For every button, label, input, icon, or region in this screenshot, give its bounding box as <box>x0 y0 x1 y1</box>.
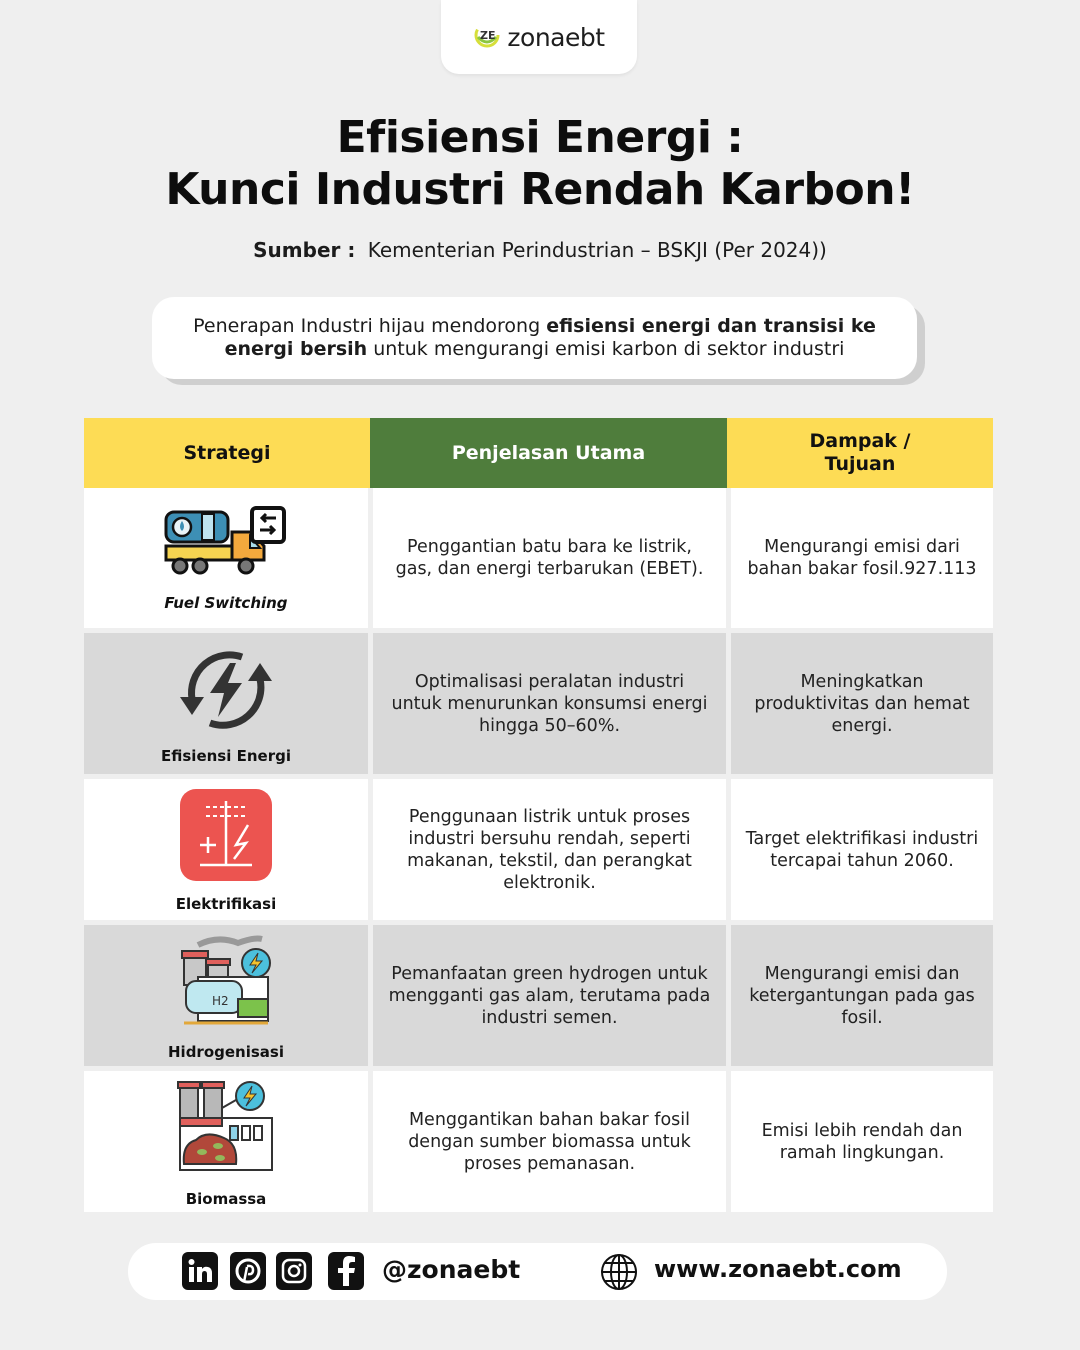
strategy-label: Fuel Switching <box>164 594 288 612</box>
source-line <box>0 238 1080 262</box>
globe-icon <box>600 1253 638 1295</box>
table-row <box>84 488 993 628</box>
strategy-label: Biomassa <box>185 1189 267 1208</box>
source-value: Kementerian Perindustrian – BSKJI (Per 2024)) <box>367 238 827 262</box>
impact-cell: Mengurangi emisi dari bahan bakar fosil.927.113 <box>731 488 993 628</box>
svg-text:ZE: ZE <box>480 29 496 42</box>
strategy-cell <box>84 488 368 628</box>
strategy-table <box>84 418 993 1212</box>
impact-cell: Target elektrifikasi industri tercapai tahun 2060. <box>731 779 993 920</box>
hydrogen-plant-icon <box>178 933 274 1035</box>
table-row <box>84 779 993 920</box>
svg-text:H2: H2 <box>212 993 229 1008</box>
explanation-cell: Menggantikan bahan bakar fosil dengan sumber biomassa untuk proses pemanasan. <box>373 1071 726 1212</box>
strategy-cell <box>84 1071 368 1212</box>
impact-cell: Mengurangi emisi dan ketergantungan pada gas fosil. <box>731 925 993 1066</box>
title-line-1: Efisiensi Energi : <box>336 112 744 163</box>
logo-tab <box>441 0 637 74</box>
footer-bar <box>128 1243 947 1300</box>
header-strategy: Strategi <box>84 418 370 488</box>
explanation-cell: Optimalisasi peralatan industri untuk menurunkan konsumsi energi hingga 50–60%. <box>373 633 726 774</box>
strategy-label: Efisiensi Energi <box>161 746 291 765</box>
impact-cell: Emisi lebih rendah dan ramah lingkungan. <box>731 1071 993 1212</box>
header-impact: Dampak / Tujuan <box>727 418 993 488</box>
strategy-label: Hidrogenisasi <box>168 1042 284 1061</box>
table-row <box>84 1071 993 1212</box>
fuel-truck-switch-icon <box>164 506 288 586</box>
table-row <box>84 925 993 1066</box>
strategy-cell <box>84 779 368 920</box>
table-header <box>84 418 993 488</box>
power-pole-icon <box>180 789 272 887</box>
table-row <box>84 633 993 774</box>
page-title <box>0 112 1080 216</box>
header-explanation: Penjelasan Utama <box>370 418 727 488</box>
instagram-icon[interactable] <box>276 1252 312 1290</box>
intro-box <box>152 297 917 379</box>
strategy-cell <box>84 633 368 774</box>
intro-text: Penerapan Industri hijau mendorong efisiensi energi dan transisi ke energi bersih untuk mengurangi emisi karbon di sektor industri <box>193 315 876 360</box>
explanation-cell: Pemanfaatan green hydrogen untuk mengganti gas alam, terutama pada industri semen. <box>373 925 726 1066</box>
facebook-icon[interactable] <box>328 1252 364 1290</box>
explanation-cell: Penggantian batu bara ke listrik, gas, dan energi terbarukan (EBET). <box>373 488 726 628</box>
strategy-label: Elektrifikasi <box>175 894 277 913</box>
source-label: Sumber : <box>253 238 356 262</box>
pinterest-icon[interactable] <box>230 1252 266 1290</box>
impact-cell: Meningkatkan produktivitas dan hemat energi. <box>731 633 993 774</box>
biomass-factory-icon <box>176 1078 276 1182</box>
logo-text: zonaebt <box>507 22 605 52</box>
website-link[interactable]: www.zonaebt.com <box>654 1255 902 1283</box>
energy-cycle-icon <box>178 645 274 739</box>
linkedin-icon[interactable] <box>182 1252 218 1290</box>
title-line-2: Kunci Industri Rendah Karbon! <box>165 164 915 215</box>
social-handle[interactable]: @zonaebt <box>382 1255 521 1284</box>
strategy-cell <box>84 925 368 1066</box>
explanation-cell: Penggunaan listrik untuk proses industri bersuhu rendah, seperti makanan, tekstil, dan perangkat elektronik. <box>373 779 726 920</box>
ze-logo-icon <box>473 21 501 53</box>
